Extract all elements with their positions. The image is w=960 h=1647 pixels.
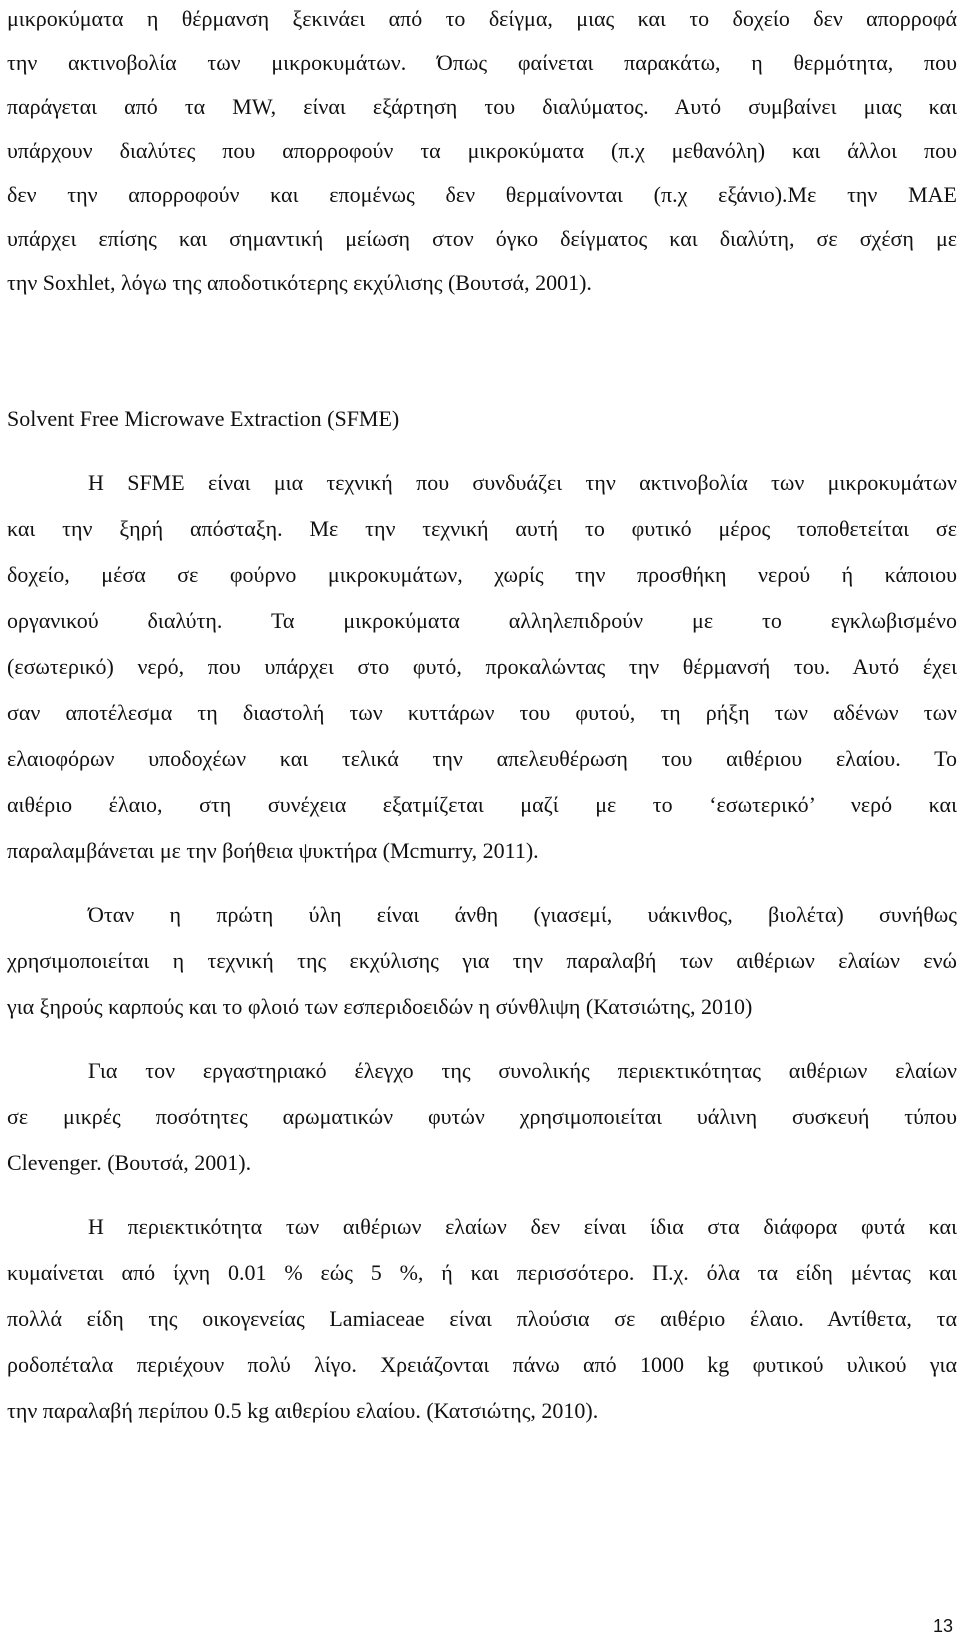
text-line: πολλά είδη της οικογενείας Lamiaceae είναι πλούσια σε αιθέριο έλαιο. Αντίθετα, τα: [7, 1306, 957, 1331]
text-line: οργανικού διαλύτη. Τα μικροκύματα αλληλεπιδρούν με το εγκλωβισμένο: [7, 608, 957, 633]
text-line: κυμαίνεται από ίχνη 0.01 % εώς 5 %, ή και περισσότερο. Π.χ. όλα τα είδη μέντας και: [7, 1260, 957, 1285]
text-line: σε μικρές ποσότητες αρωματικών φυτών χρησιμοποιείται υάλινη συσκευή τύπου: [7, 1104, 957, 1129]
text-line: Η περιεκτικότητα των αιθέριων ελαίων δεν είναι ίδια στα διάφορα φυτά και: [88, 1214, 957, 1239]
text-line: την Soxhlet, λόγω της αποδοτικότερης εκχύλισης (Βουτσά, 2001).: [7, 270, 592, 295]
text-line: ελαιοφόρων υποδοχέων και τελικά την απελευθέρωση του αιθέριου ελαίου. Το: [7, 746, 957, 771]
text-line: δεν την απορροφούν και επομένως δεν θερμαίνονται (π.χ εξάνιο).Με την MAE: [7, 182, 957, 207]
text-line: χρησιμοποιείται η τεχνική της εκχύλισης για την παραλαβή των αιθέριων ελαίων ενώ: [7, 948, 957, 973]
text-line: παραλαμβάνεται με την βοήθεια ψυκτήρα (Mcmurry, 2011).: [7, 838, 539, 863]
text-line: Clevenger. (Βουτσά, 2001).: [7, 1150, 252, 1175]
text-line: σαν αποτέλεσμα τη διαστολή των κυττάρων του φυτού, τη ρήξη των αδένων των: [7, 700, 957, 725]
text-line: (εσωτερικό) νερό, που υπάρχει στο φυτό, προκαλώντας την θέρμανσή του. Αυτό έχει: [7, 654, 957, 679]
text-line: παράγεται από τα MW, είναι εξάρτηση του διαλύματος. Αυτό συμβαίνει μιας και: [7, 94, 957, 119]
text-line: δοχείο, μέσα σε φούρνο μικροκυμάτων, χωρίς την προσθήκη νερού ή κάποιου: [7, 562, 957, 587]
text-line: την παραλαβή περίπου 0.5 kg αιθερίου ελαίου. (Κατσιώτης, 2010).: [7, 1398, 599, 1423]
text-line: την ακτινοβολία των μικροκυμάτων. Όπως φαίνεται παρακάτω, η θερμότητα, που: [7, 50, 957, 75]
page-number: 13: [932, 1616, 953, 1636]
text-line: υπάρχει επίσης και σημαντική μείωση στον όγκο δείγματος και διαλύτη, σε σχέση με: [7, 226, 957, 251]
text-line: υπάρχουν διαλύτες που απορροφούν τα μικροκύματα (π.χ μεθανόλη) και άλλοι που: [7, 138, 957, 163]
text-line: για ξηρούς καρπούς και το φλοιό των εσπεριδοειδών η σύνθλιψη (Κατσιώτης, 2010): [7, 994, 753, 1019]
section-heading: Solvent Free Microwave Extraction (SFME): [7, 406, 400, 431]
text-line: αιθέριο έλαιο, στη συνέχεια εξατμίζεται μαζί με το ‘εσωτερικό’ νερό και: [7, 792, 957, 817]
text-line: Όταν η πρώτη ύλη είναι άνθη (γιασεμί, υάκινθος, βιολέτα) συνήθως: [88, 902, 957, 927]
text-line: μικροκύματα η θέρμανση ξεκινάει από το δείγμα, μιας και το δοχείο δεν απορροφά: [7, 6, 957, 31]
text-line: και την ξηρή απόσταξη. Με την τεχνική αυτή το φυτικό μέρος τοποθετείται σε: [7, 516, 957, 541]
text-line: ροδοπέταλα περιέχουν πολύ λίγο. Χρειάζονται πάνω από 1000 kg φυτικού υλικού για: [7, 1352, 957, 1377]
text-line: Η SFME είναι μια τεχνική που συνδυάζει την ακτινοβολία των μικροκυμάτων: [88, 470, 957, 495]
text-line: Για τον εργαστηριακό έλεγχο της συνολικής περιεκτικότητας αιθέριων ελαίων: [88, 1058, 957, 1083]
